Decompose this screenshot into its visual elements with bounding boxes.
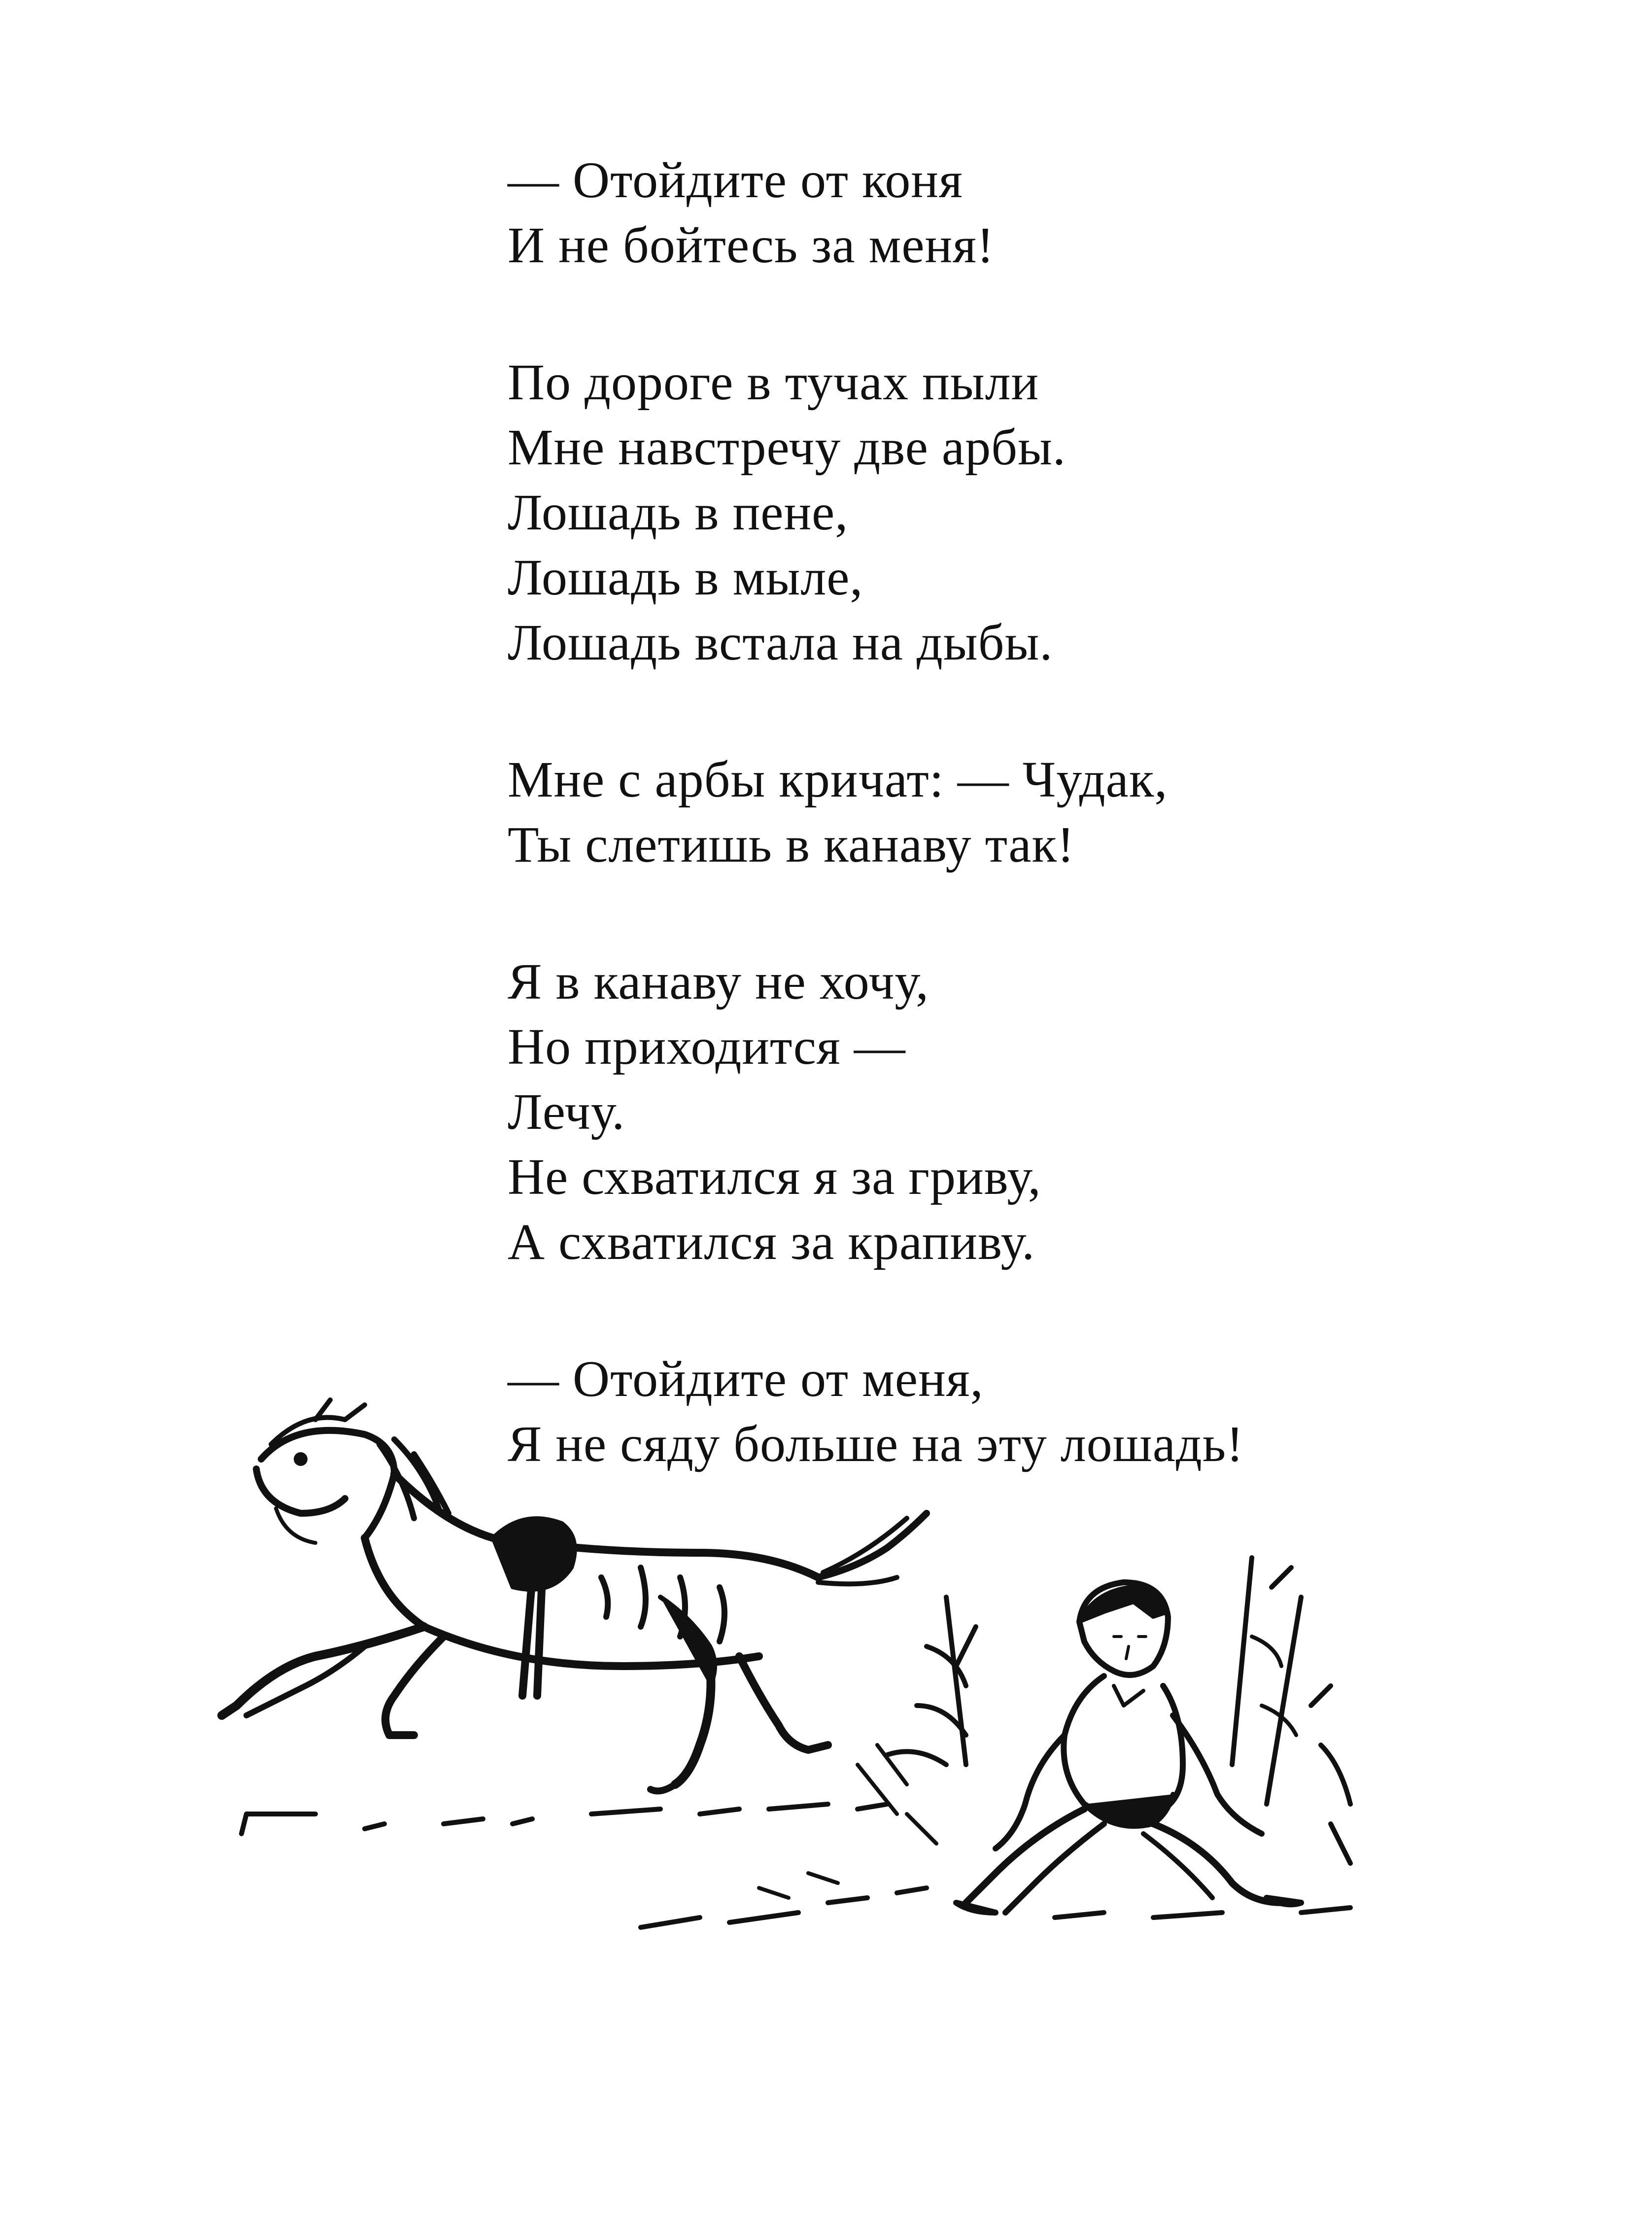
poem-line: Лошадь встала на дыбы. <box>508 614 1053 671</box>
boy-drawing <box>641 1558 1350 1927</box>
poem-line: И не бойтесь за меня! <box>508 217 995 274</box>
poem-line: Ты слетишь в канаву так! <box>508 816 1075 873</box>
stanza-1 <box>508 148 1493 278</box>
horse-drawing <box>222 1400 927 1834</box>
poem-line: Лошадь в пене, <box>508 484 849 541</box>
poem-line: — Отойдите от меня, <box>508 1351 984 1407</box>
poem-line: Но приходится — <box>508 1018 906 1075</box>
poem-line: — Отойдите от коня <box>508 152 963 209</box>
poem-line: Я в канаву не хочу, <box>508 953 929 1010</box>
poem-line: Лечу. <box>508 1083 625 1140</box>
poem <box>508 148 1493 1549</box>
poem-line: Я не сяду больше на эту лошадь! <box>508 1416 1244 1472</box>
stanza-4 <box>508 949 1493 1275</box>
stanza-3 <box>508 747 1493 877</box>
poem-line: Не схватился я за гриву, <box>508 1149 1041 1205</box>
poem-line: По дороге в тучах пыли <box>508 354 1039 411</box>
poem-line: А схватился за крапиву. <box>508 1214 1035 1270</box>
illustration <box>217 1390 1400 2056</box>
poem-line: Мне навстречу две арбы. <box>508 419 1066 476</box>
poem-line: Мне с арбы кричат: — Чудак, <box>508 751 1168 808</box>
stanza-2 <box>508 350 1493 675</box>
poem-line: Лошадь в мыле, <box>508 549 863 606</box>
